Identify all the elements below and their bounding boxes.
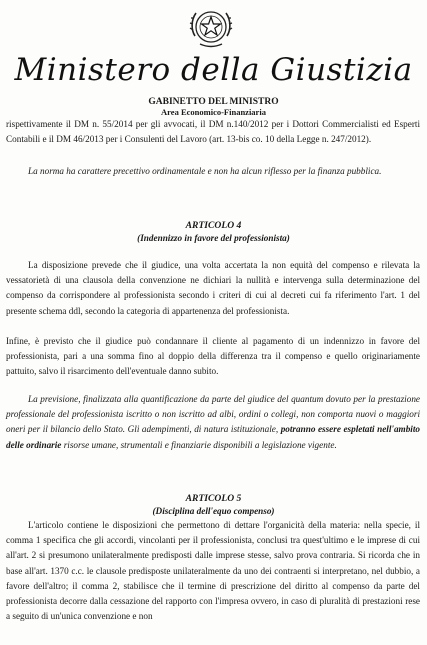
article-4-title: ARTICOLO 4 [185, 220, 242, 231]
paragraph-decree-references: rispettivamente il DM n. 55/2014 per gli avvocati, il DM n.140/2012 per i Dottori Commercialisti ed Esperti Contabili e il DM 46/2013 per i Consulenti del Lavoro (art. 13-bis co. 10 della Legge n. 247/2012). [6, 119, 420, 145]
finance-text-part2: risorse umane, strumentali e finanziarie disponibili a legislazione vigente. [61, 439, 337, 450]
finance-text-part1: La previsione, finalizzata alla quantificazione da parte del giudice del quantum dovuto per la prestazione professionale del professionista iscritto o non iscritto ad albi, ordini o collegi, non comporta nuovi o maggiori oneri per il bilancio dello Stato. Gli adempimenti, di natura istituzionale, [6, 394, 420, 435]
article-5-title: ARTICOLO 5 [185, 493, 242, 504]
office-area: Area Economico-Finanziaria [161, 107, 266, 117]
paragraph-article-5-body: L'articolo contiene le disposizioni che permettono di dettare l'organicità della materia: nella specie, il comma 1 specifica che gli accordi, vincolanti per il professionista, conclusi tra quest'ultimo e le imprese di cui all'art. 2 si presumono unilateralmente predisposti dalle imprese stesse, salvo prova contraria. Si ricorda che in base all'art. 1370 c.c. le clausole predisposte unilateralmente da uno dei contraenti si interpretano, nel dubbio, a favore dell'altro; il comma 2, stabilisce che il termine di prescrizione del diritto al compenso da parte del professionista decorre dalla cessazione del rapporto con l'impresa ovvero, in caso di pluralità di prestazioni rese a seguito di un'unica convenzione e non [6, 520, 420, 622]
office-name: GABINETTO DEL MINISTRO [148, 97, 279, 107]
paragraph-article-4-indemnity: Infine, è previsto che il giudice può condannare il cliente al pagamento di un indennizzo in favore del professionista, pari a una somma fino al doppio della differenza tra il compenso e quello originariamente pattuito, salvo il risarcimento dell'eventuale danno subito. [6, 336, 420, 377]
paragraph-public-finance-note: La norma ha carattere precettivo ordinamentale e non ha alcun riflesso per la finanza pubblica. [28, 166, 382, 176]
ministry-title: Ministero della Giustizia [14, 52, 413, 88]
article-5-subtitle: (Disciplina dell'equo compenso) [152, 506, 275, 516]
italian-republic-emblem-icon [186, 2, 236, 52]
article-4-subtitle: (Indennizzo in favore del professionista) [137, 233, 290, 243]
finance-text-emphasis: potranno essere espletati nell'ambito delle ordinarie [6, 424, 420, 450]
paragraph-article-4-judge: La disposizione prevede che il giudice, una volta accertata la non equità del compenso e rilevata la vessatorietà di una clausola della convenzione ne dichiari la nullità e intervenga sulla determinazione del compenso da corrispondere al professionista secondo i criteri di cui al decreti cui fa riferimento l'art. 1 del presente schema ddl, secondo la categoria di appartenenza del professionista. [6, 260, 420, 316]
paragraph-article-4-finance [6, 392, 420, 453]
